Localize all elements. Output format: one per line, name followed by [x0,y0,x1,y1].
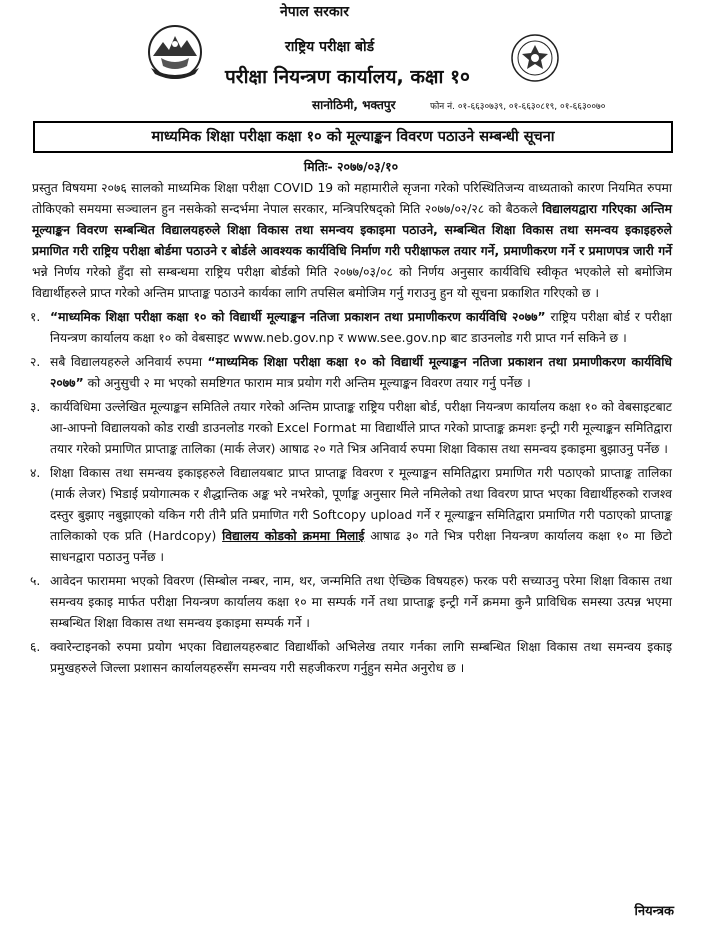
list-item [32,352,672,394]
intro-text-2: भन्ने निर्णय गरेको हुँदा सो सम्बन्धमा राष्ट्रिय परीक्षा बोर्डको मिति २०७७/०३/०८ को निर्णय अनुसार कार्यविधि स्वीकृत भएकोले सो बमोजिम विद्यार्थीहरुले प्राप्त गरेको अन्तिम प्राप्ताङ्क पठाउने कार्यका लागि तपसिल बमोजिम गर्नु गराउनु हुन यो सूचना प्रकाशित गरिएको छ । [32,265,672,300]
office-address: सानोठिमी, भक्तपुर [312,98,396,112]
item-text: आषाढ ३० गते भित्र परीक्षा नियन्त्रण कार्यालय कक्षा १० मा छिटो साधनद्वारा पठाउनु पर्नेछ । [50,529,673,564]
item-bold-text: विद्यालय कोडको क्रममा मिलाई [222,529,365,543]
item-text: क्वारेन्टाइनको रुपमा प्रयोग भएका विद्यालयहरुबाट विद्यार्थीको अभिलेख तयार गर्नका लागि सम्बन्धित शिक्षा विकास तथा समन्वय इकाइ प्रमुखहरुले जिल्ला प्रशासन कार्यालयहरुसँग समन्वय गरी सहजीकरण गर्नुहुन समेत अनुरोध छ । [50,640,672,675]
intro-text-1: प्रस्तुत विषयमा २०७६ सालको माध्यमिक शिक्षा परीक्षा COVID 19 को महामारीले सृजना गरेको परिस्थितिजन्य वाध्यताको कारण नियमित रुपमा तोकिएको समयमा सञ्चालन हुन नसकेको सन्दर्भमा नेपाल सरकार, मन्त्रिपरिषद्को मिति २०७७/०२/२८ को बैठकले [32,181,672,216]
item-number: १. [30,310,41,324]
intro-bold-text: विद्यालयद्वारा गरिएका अन्तिम मूल्याङ्कन विवरण सम्बन्धित विद्यालयहरुले शिक्षा विकास तथा समन्वय इकाइमा पठाउने, सम्बन्धित शिक्षा विकास तथा समन्वय इकाइहरुले प्रमाणित गरी राष्ट्रिय परीक्षा बोर्डमा पठाउने र बोर्डले आवश्यक कार्यविधि निर्माण गरी परीक्षाफल तयार गर्ने, प्रमाणीकरण गर्ने र प्रमाणपत्र जारी गर्ने [32,202,672,258]
nepal-emblem-logo [143,22,207,86]
gov-name: नेपाल सरकार [280,4,350,20]
list-item [32,397,672,460]
notice-body [32,178,672,679]
list-item [32,307,672,349]
list-item [32,637,672,679]
office-phone: फोन नं. ०१-६६३०७३९, ०१-६६३०८१९, ०१-६६३००७० [430,102,606,112]
item-text: राष्ट्रिय परीक्षा बोर्ड र परीक्षा नियन्त्रण कार्यालय कक्षा १० को वेबसाइट www.neb.gov.np र www.see.gov.np बाट डाउनलोड गरी प्राप्त गर्न सकिने छ । [50,310,672,345]
item-text: को अनुसुची २ मा भएको समष्टिगत फाराम मात्र प्रयोग गरी अन्तिम मूल्याङ्कन विवरण तयार गर्नु पर्नेछ । [83,376,531,390]
list-item [32,571,672,634]
item-text: शिक्षा विकास तथा समन्वय इकाइहरुले विद्यालयबाट प्राप्त प्राप्ताङ्क विवरण र मूल्याङ्कन समितिद्वारा प्रमाणित गरी पठाएको प्राप्ताङ्क तालिका (मार्क लेजर) भिडाई प्रयोगात्मक र शैद्धान्तिक अङ्क भरे नभरेको, पूर्णाङ्क अनुसार मिले नमिलेको तथा विवरण प्राप्त भएका विद्यार्थीहरुको राजश्व दस्तुर बुझाए नबुझाएको यकिन गरी तीनै प्रति प्रमाणित गरी Softcopy upload गर्ने र मूल्याङ्कन समितिद्वारा प्रमाणित गरी पठाएको प्राप्ताङ्क तालिकाको एक प्रति (Hardcopy) [50,466,672,543]
letterhead [0,0,702,118]
item-number: ५. [30,574,41,588]
item-number: ४. [30,466,41,480]
item-text: सबै विद्यालयहरुले अनिवार्य रुपमा [50,355,208,369]
office-name: परीक्षा नियन्त्रण कार्यालय, कक्षा १० [225,66,470,88]
notice-date: मितिः- २०७७/०३/१० [303,159,399,174]
item-text: आवेदन फाराममा भएको विवरण (सिम्बोल नम्बर, नाम, थर, जन्ममिति तथा ऐच्छिक विषयहरु) फरक परी सच्याउनु परेमा शिक्षा विकास तथा समन्वय इकाइ मार्फत परीक्षा नियन्त्रण कार्यालय कक्षा १० मा सम्पर्क गर्ने तथा प्राप्ताङ्क इन्ट्री गर्ने क्रममा कुनै प्राविधिक समस्या उत्पन्न भएमा सम्बन्धित शिक्षा विकास तथा समन्वय इकाइमा सम्पर्क गर्ने । [50,574,672,630]
item-number: ६. [30,640,41,654]
item-bold-text: “माध्यमिक शिक्षा परीक्षा कक्षा १० को विद्यार्थी मूल्याङ्कन नतिजा प्रकाशन तथा प्रमाणीकरण कार्यविधि २०७७” [50,355,672,390]
item-number: ३. [30,400,41,414]
item-text: कार्यविधिमा उल्लेखित मूल्याङ्कन समितिले तयार गरेको अन्तिम प्राप्ताङ्क राष्ट्रिय परीक्षा बोर्ड, परीक्षा नियन्त्रण कार्यालय कक्षा १० को वेबसाइटबाट आ-आफ्नो विद्यालयको कोड राखी डाउनलोड गरको Excel Format मा विद्यार्थीले प्राप्त गरेको प्राप्ताङ्क क्रमशः इन्ट्री गरी मूल्याङ्कन समितिद्वारा तयार गरेको प्रमाणित प्राप्ताङ्क तालिका (मार्क लेजर) आषाढ २० गते भित्र अनिवार्य रुपमा शिक्षा विकास तथा समन्वय इकाइमा बुझाउनु पर्नेछ । [50,400,672,456]
item-bold-text: “माध्यमिक शिक्षा परीक्षा कक्षा १० को विद्यार्थी मूल्याङ्कन नतिजा प्रकाशन तथा प्रमाणीकरण कार्यविधि २०७७” [50,310,546,324]
signoff: नियन्त्रक [634,904,674,919]
board-name: राष्ट्रिय परीक्षा बोर्ड [285,39,375,55]
board-seal-logo [510,33,560,83]
list-item [32,463,672,568]
item-number: २. [30,355,41,369]
notice-title: माध्यमिक शिक्षा परीक्षा कक्षा १० को मूल्याङ्कन विवरण पठाउने सम्बन्धी सूचना [33,121,673,153]
intro-paragraph [32,178,672,304]
